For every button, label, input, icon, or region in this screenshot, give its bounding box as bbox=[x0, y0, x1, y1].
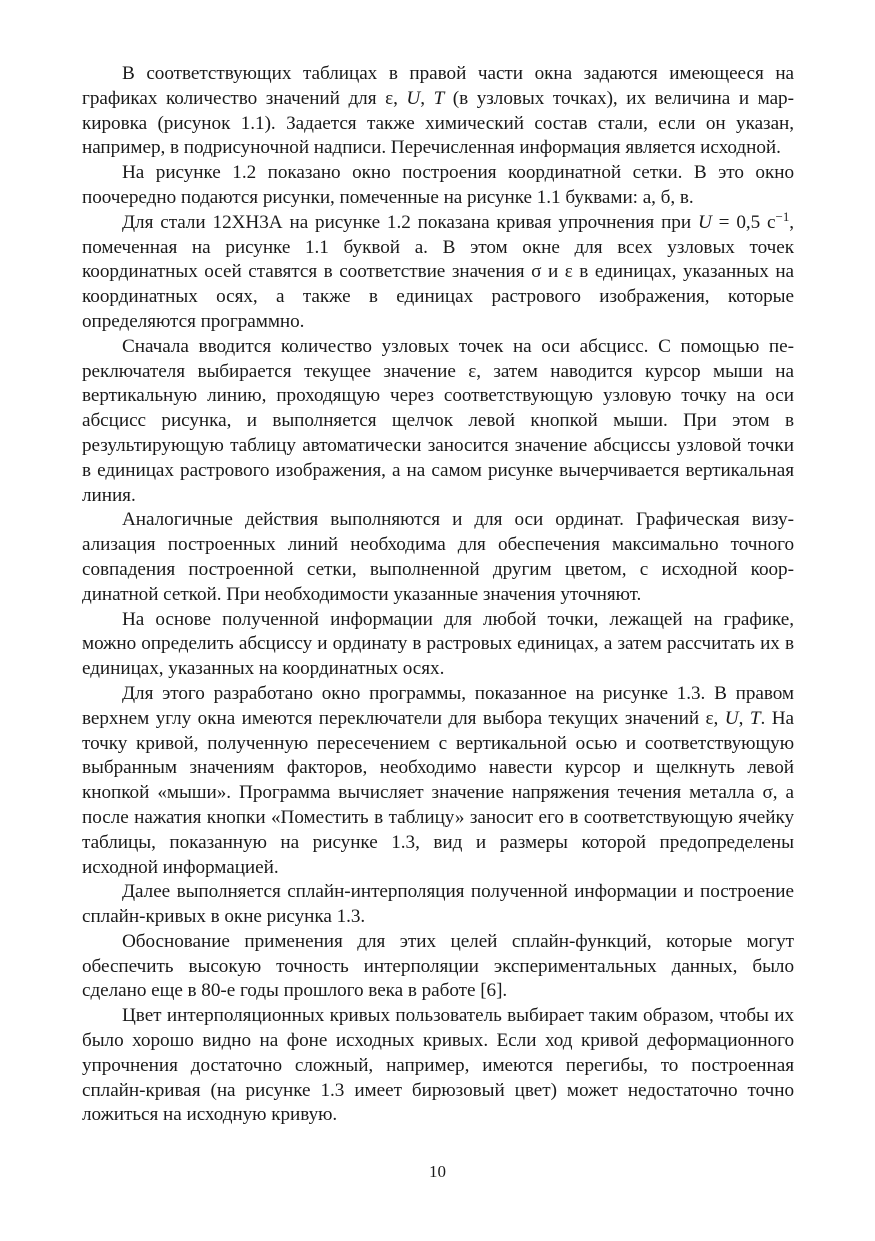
paragraph-8: Далее выполняется сплайн-интерполяция полученной информации и построение сплайн-кривых в окне рисунка 1.3. bbox=[82, 881, 794, 928]
superscript-exponent: −1 bbox=[775, 208, 790, 224]
variable-u: U bbox=[697, 211, 712, 233]
page-body bbox=[82, 62, 794, 1128]
variable-u: U bbox=[406, 87, 421, 109]
paragraph-10: Цвет интерполяционных кривых пользователь выбирает таким образом, чтобы их было хорошо видно на фоне исходных кривых. Если ход кривой деформационного упрочнения достаточно сложный, например, имеются перегибы, то построенная сплайн-кривая (на рисунке 1.3 имеет бирюзовый цвет) может недостаточно точно ложиться на исходную кривую. bbox=[82, 1005, 794, 1126]
paragraph-7 bbox=[82, 682, 794, 880]
paragraph-1-text-c: (в узловых точках), их величина и маркировка (рисунок 1.1). Задается также химический состав стали, если он указан, например, в подрисуночной надписи. Перечисленная информация является исходной. bbox=[82, 87, 794, 159]
paragraph-2: На рисунке 1.2 показано окно построения координатной сетки. В это окно поочередно подаются рисунки, помеченные на рисунке 1.1 буквами: а, б, в. bbox=[82, 162, 794, 208]
paragraph-3-text-a: Для стали 12ХН3А на рисунке 1.2 показана кривая упрочнения при bbox=[122, 211, 698, 233]
paragraph-7-text-c: . На точку кривой, полученную пересечением с вертикальной осью и соответствующую выбранным значениям факторов, необходимо навести курсор и щелкнуть левой кнопкой «мыши». Программа вычисляет значение напряжения течения металла σ, а после нажатия кнопки «Поместить в таблицу» заносит его в соответствующую ячейку таблицы, показанную на рисунке 1.3, вид и размеры которой предопределены исходной информацией. bbox=[82, 707, 794, 878]
paragraph-3-text-b: = 0,5 с bbox=[711, 211, 776, 233]
paragraph-3 bbox=[82, 208, 795, 335]
paragraph-1-text-b: , bbox=[420, 87, 434, 109]
paragraph-6: На основе полученной информации для любой точки, лежащей на графике, можно определить абсциссу и ординату в растровых единицах, а затем рассчитать их в единицах, указанных на координатных осях. bbox=[82, 608, 794, 680]
variable-t: T bbox=[433, 87, 445, 109]
paragraph-1-text-a: В соответствующих таблицах в правой части окна задаются имеющееся на графиках количество значений для ε, bbox=[82, 63, 794, 109]
page-number: 10 bbox=[429, 1162, 446, 1181]
paragraph-4: Сначала вводится количество узловых точек на оси абсцисс. С помощью переключателя выбирается текущее значение ε, затем наводится курсор мыши на вертикальную линию, проходящую через соответствующую узловую точку на оси абсцисс рисунка, и выполняется щелчок левой кнопкой мыши. При этом в результирующую таблицу автоматически заносится значение абсциссы узловой точки в единицах растрового изображения, а на самом рисунке вычерчивается вертикальная линия. bbox=[82, 335, 794, 506]
paragraph-1 bbox=[82, 62, 794, 161]
variable-u: U bbox=[724, 707, 739, 729]
paragraph-5: Аналогичные действия выполняются и для оси ординат. Графическая визуализация построенных линий необходима для обеспечения максимально точного совпадения построенной сетки, выполненной другим цветом, с исходной координатной сеткой. При необходимости указанные значения уточняют. bbox=[82, 509, 794, 605]
paragraph-7-text-b: , bbox=[738, 707, 750, 729]
paragraph-7-text-a: Для этого разработано окно программы, показанное на рисунке 1.3. В правом верхнем углу окна имеются переключатели для выбора текущих значений ε, bbox=[82, 682, 794, 729]
variable-t: T bbox=[749, 707, 761, 729]
paragraph-3-text-c: , помеченная на рисунке 1.1 буквой а. В этом окне для всех узловых точек координатных осей ставятся в соответствие значения σ и ε в единицах, указанных на координатных осях, а также в единицах растрового изображения, которые определяются программно. bbox=[82, 211, 795, 332]
paragraph-9: Обоснование применения для этих целей сплайн-функций, которые могут обеспечить высокую точность интерполяции экспериментальных данных, было сделано еще в 80-е годы прошлого века в работе [6]. bbox=[82, 930, 794, 1002]
